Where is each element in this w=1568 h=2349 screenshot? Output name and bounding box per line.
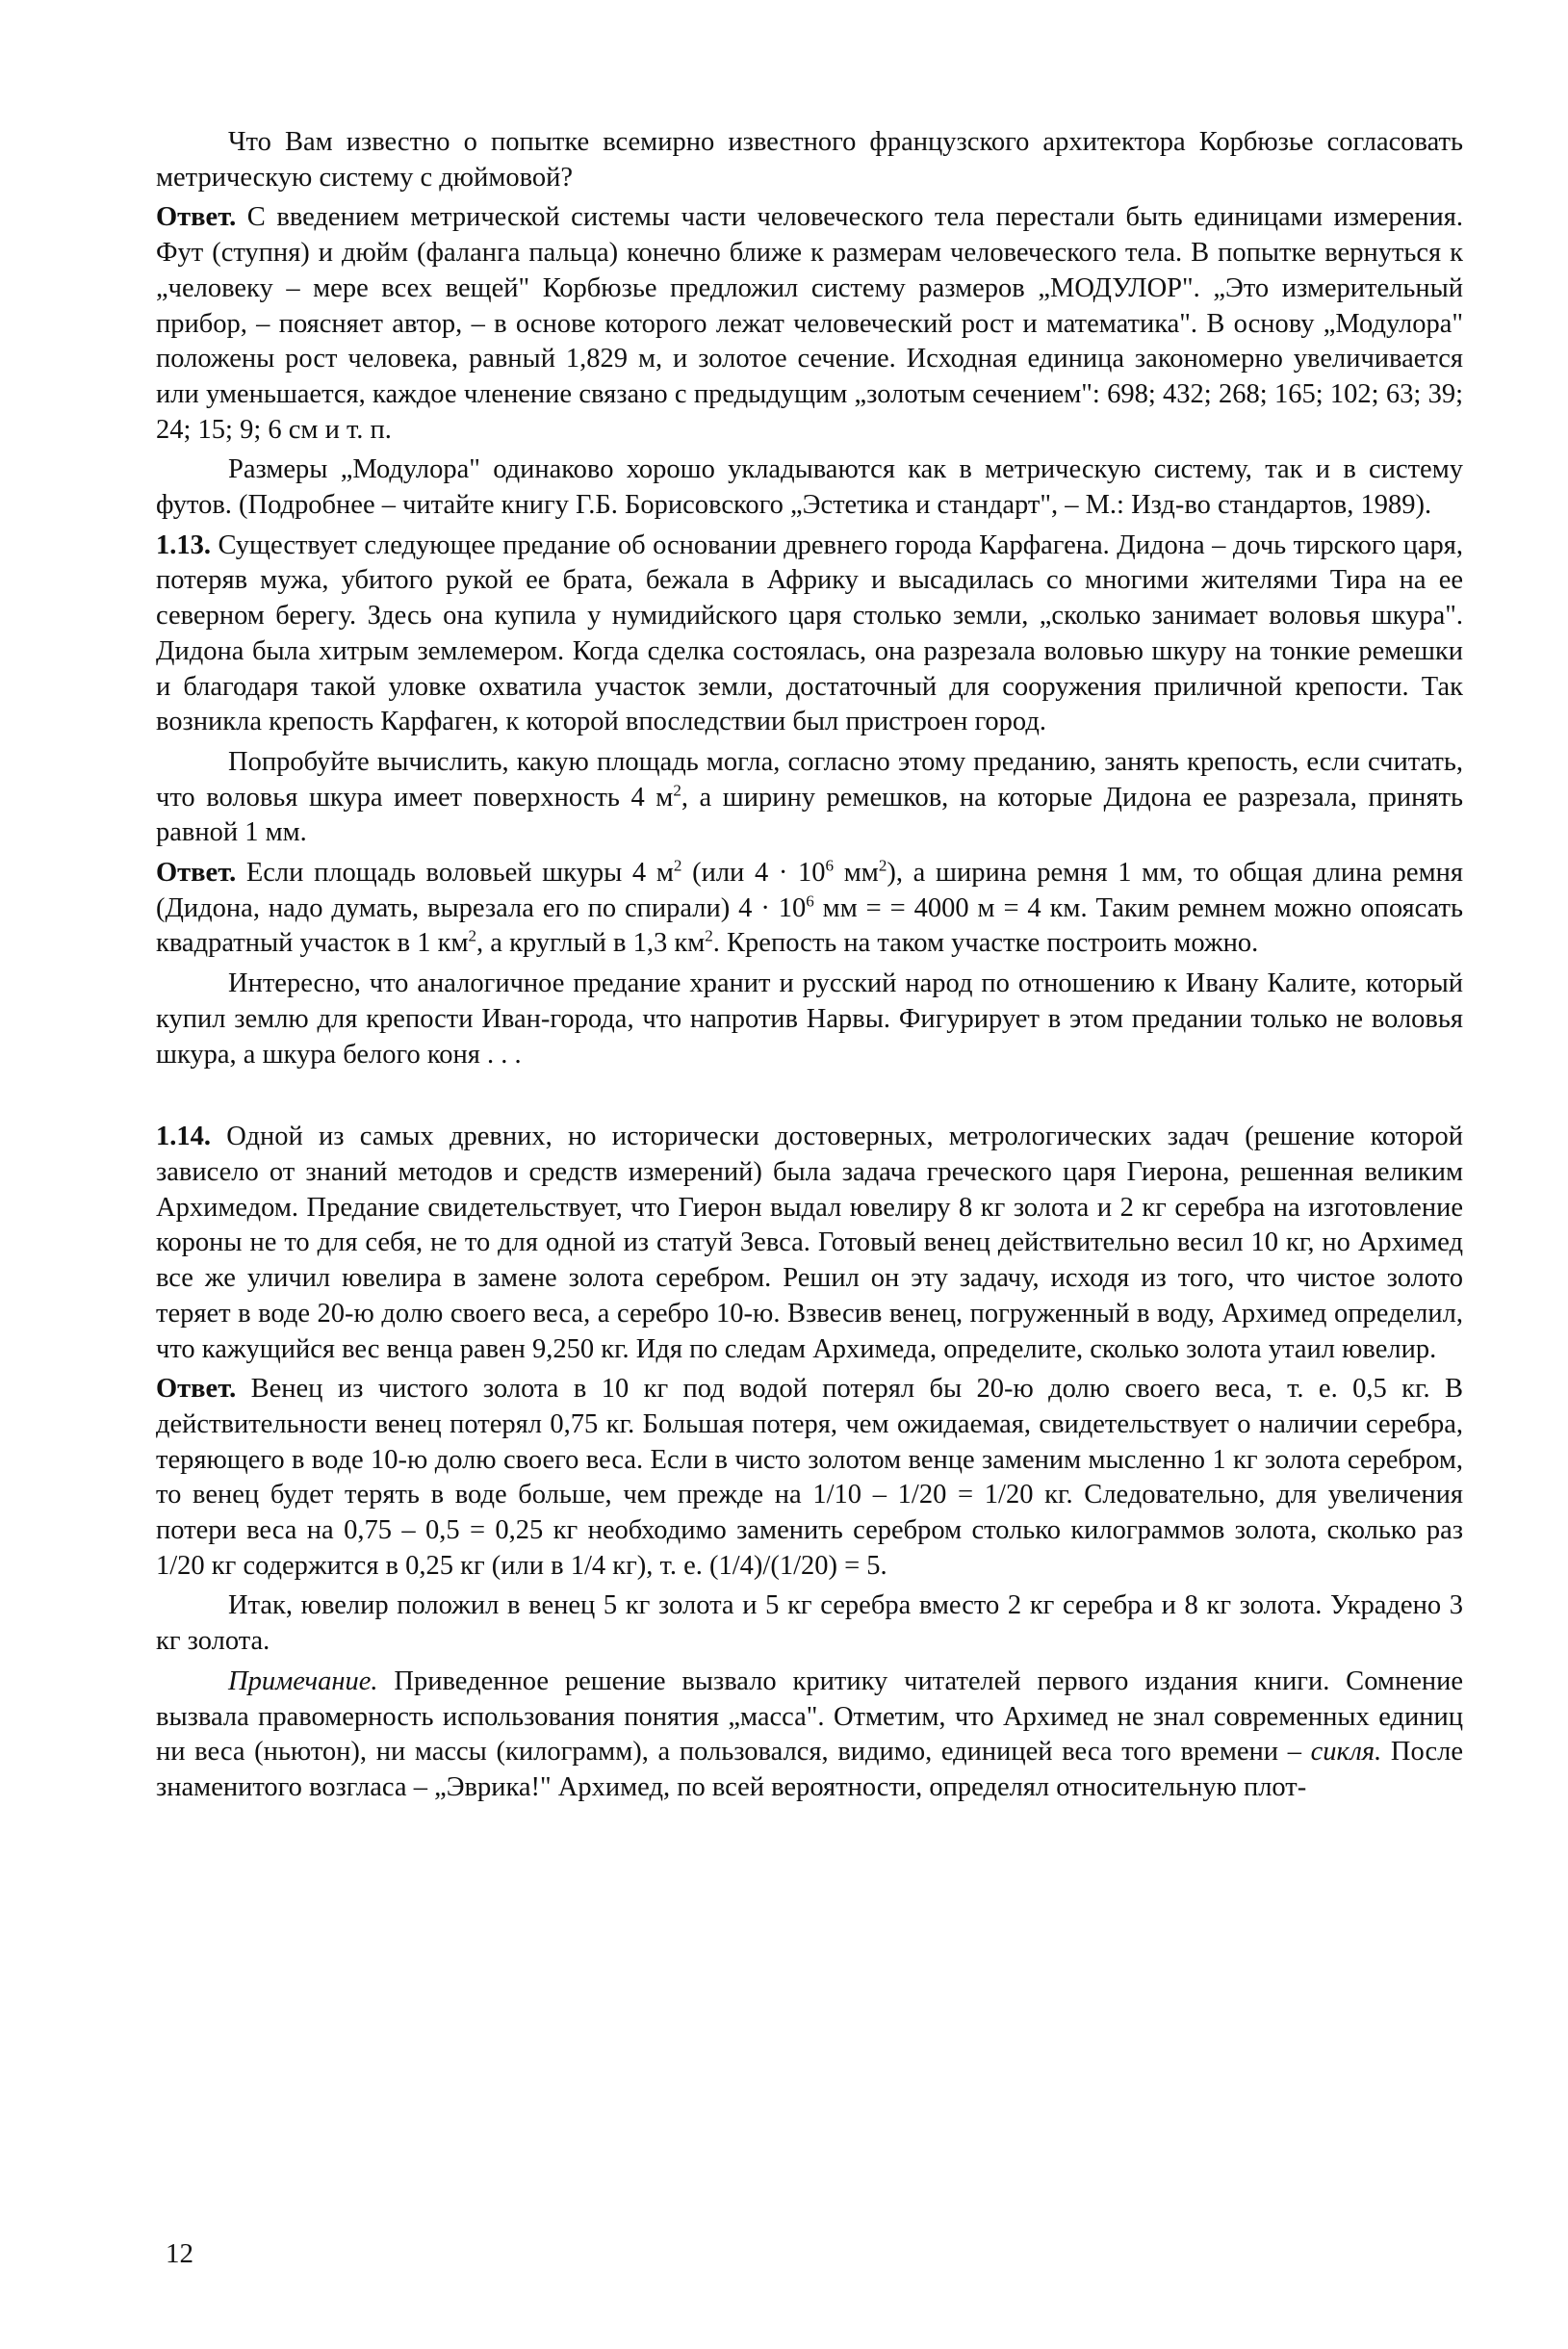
answer-text: С введением метрической системы части человеческого тела перестали быть единицами измерения. Фут (ступня) и дюйм (фаланга пальца) конечно ближе к размерам человеческого тела. В попытке вернуться к „человеку – мере всех вещей" Корбюзье предложил систему размеров „МОДУЛОР". „Это измерительный прибор, – поясняет автор, – в основе которого лежат человеческий рост и математика". В основу „Модулора" положены рост человека, равный 1,829 м, и золотое сечение. Исходная единица закономерно увеличивается или уменьшается, каждое членение связано с предыдущим „золотым сечением": 698; 432; 268; 165; 102; 63; 39; 24; 15; 9; 6 см и т. п. bbox=[156, 202, 1463, 445]
question-corbusier bbox=[156, 125, 1463, 195]
page-body bbox=[156, 125, 1463, 1811]
superscript: 2 bbox=[673, 856, 682, 875]
answer-label: Ответ. bbox=[156, 858, 237, 889]
answer-1-13 bbox=[156, 856, 1463, 962]
question-text-part: Попробуйте вычислить, какую площадь могла, согласно этому преданию, занять крепость, если считать, что воловья шкура имеет поверхность 4 м bbox=[156, 746, 1463, 813]
problem-number: 1.13. bbox=[156, 529, 211, 560]
problem-text: Существует следующее предание об основании древнего города Карфагена. Дидона – дочь тирского царя, потеряв мужа, убитого рукой ее брата, бежала в Африку и высадилась со многими жителями Тира на ее северном берегу. Здесь она купила у нумидийского царя столько земли, „сколько занимает воловья шкура". Дидона была хитрым землемером. Когда сделка состоялась, она разрезала воловью шкуру на тонкие ремешки и благодаря такой уловке охватила участок земли, достаточный для сооружения приличной крепости. Так возникла крепость Карфаген, к которой впоследствии был пристроен город. bbox=[156, 529, 1463, 737]
remark-italic-word: сикля. bbox=[1310, 1737, 1382, 1768]
superscript: 2 bbox=[705, 926, 713, 945]
answer-text-part: мм = = 4000 м = 4 км. Таким ремнем можно опоясать квадратный участок в 1 км bbox=[156, 892, 1464, 959]
modulor-note bbox=[156, 452, 1463, 523]
kalita-note bbox=[156, 967, 1463, 1072]
section-gap bbox=[156, 1077, 1463, 1120]
answer-text-part: Если площадь воловьей шкуры 4 м bbox=[236, 858, 674, 889]
modulor-note-text: Размеры „Модулора" одинаково хорошо укладываются как в метрическую систему, так и в систему футов. (Подробнее – читайте книгу Г.Б. Борисовского „Эстетика и стандарт", – М.: Изд-во стандартов, 1989). bbox=[156, 454, 1463, 521]
superscript: 6 bbox=[825, 856, 835, 875]
answer-corbusier bbox=[156, 200, 1463, 448]
question-text: Что Вам известно о попытке всемирно известного французского архитектора Корбюзье согласовать метрическую систему с дюймовой? bbox=[156, 127, 1463, 193]
conclusion-text: Итак, ювелир положил в венец 5 кг золота и 5 кг серебра вместо 2 кг серебра и 8 кг золота. Украдено 3 кг золота. bbox=[156, 1590, 1463, 1657]
answer-text-part: , а круглый в 1,3 км bbox=[476, 928, 706, 959]
page-number: 12 bbox=[166, 2238, 193, 2269]
problem-1-13-question bbox=[156, 745, 1463, 851]
answer-text-part: . Крепость на таком участке построить можно. bbox=[712, 928, 1259, 959]
answer-text-part: (или 4 · 10 bbox=[681, 858, 826, 889]
question-text-part: , а ширину ремешков, на которые Дидона ее разрезала, принять равной 1 мм. bbox=[156, 782, 1463, 848]
answer-text: Венец из чистого золота в 10 кг под водой потерял бы 20-ю долю своего веса, т. е. 0,5 кг. В действительности венец потерял 0,75 кг. Большая потеря, чем ожидаемая, свидетельствует о наличии серебра, теряющего в воде 10-ю долю своего веса. Если в чисто золотом венце заменим мысленно 1 кг золота серебром, то венец будет терять в воде больше, чем прежде на 1/10 – 1/20 = 1/20 кг. Следовательно, для увеличения потери веса на 0,75 – 0,5 = 0,25 кг необходимо заменить серебром столько килограммов золота, сколько раз 1/20 кг содержится в 0,25 кг (или в 1/4 кг), т. е. (1/4)/(1/20) = 5. bbox=[156, 1374, 1463, 1581]
answer-label: Ответ. bbox=[156, 202, 237, 233]
answer-text-part: мм bbox=[834, 858, 879, 889]
superscript: 2 bbox=[878, 856, 887, 875]
superscript: 2 bbox=[673, 781, 681, 800]
answer-label: Ответ. bbox=[156, 1374, 237, 1405]
superscript: 2 bbox=[468, 926, 477, 945]
superscript: 6 bbox=[806, 891, 814, 911]
answer-text-part: ), а ширина ремня 1 мм, то общая длина ремня (Дидона, надо думать, вырезала его по спирали) 4 · 10 bbox=[156, 858, 1463, 923]
remark-text-part: После знаменитого возгласа – „Эврика!" Архимед, по всей вероятности, определял относительную плот- bbox=[156, 1737, 1463, 1802]
conclusion-1-14 bbox=[156, 1588, 1463, 1659]
problem-number: 1.14. bbox=[156, 1122, 211, 1152]
remark-text-part: Приведенное решение вызвало критику читателей первого издания книги. Сомнение вызвала правомерность использования понятия „масса". Отметим, что Архимед не знал современных единиц ни веса (ньютон), ни массы (килограмм), а пользовался, видимо, единицей веса того времени – bbox=[156, 1665, 1463, 1768]
problem-1-14 bbox=[156, 1120, 1463, 1367]
problem-1-13 bbox=[156, 529, 1463, 740]
kalita-note-text: Интересно, что аналогичное предание хранит и русский народ по отношению к Ивану Калите, который купил землю для крепости Иван-города, что напротив Нарвы. Фигурирует в этом предании только не воловья шкура, а шкура белого коня . . . bbox=[156, 968, 1463, 1070]
problem-text: Одной из самых древних, но исторически достоверных, метрологических задач (решение которой зависело от знаний методов и средств измерений) была задача греческого царя Гиерона, решенная великим Архимедом. Предание свидетельствует, что Гиерон выдал ювелиру 8 кг золота и 2 кг серебра на изготовление короны не то для себя, не то для одной из статуй Зевса. Готовый венец действительно весил 10 кг, но Архимед все же уличил ювелира в замене золота серебром. Решил он эту задачу, исходя из того, что чистое золото теряет в воде 20-ю долю своего веса, а серебро 10-ю. Взвесив венец, погруженный в воду, Архимед определил, что кажущийся вес венца равен 9,250 кг. Идя по следам Архимеда, определите, сколько золота утаил ювелир. bbox=[156, 1122, 1463, 1364]
answer-1-14 bbox=[156, 1372, 1463, 1584]
remark-label: Примечание. bbox=[228, 1665, 378, 1696]
remark-1-14 bbox=[156, 1665, 1463, 1806]
